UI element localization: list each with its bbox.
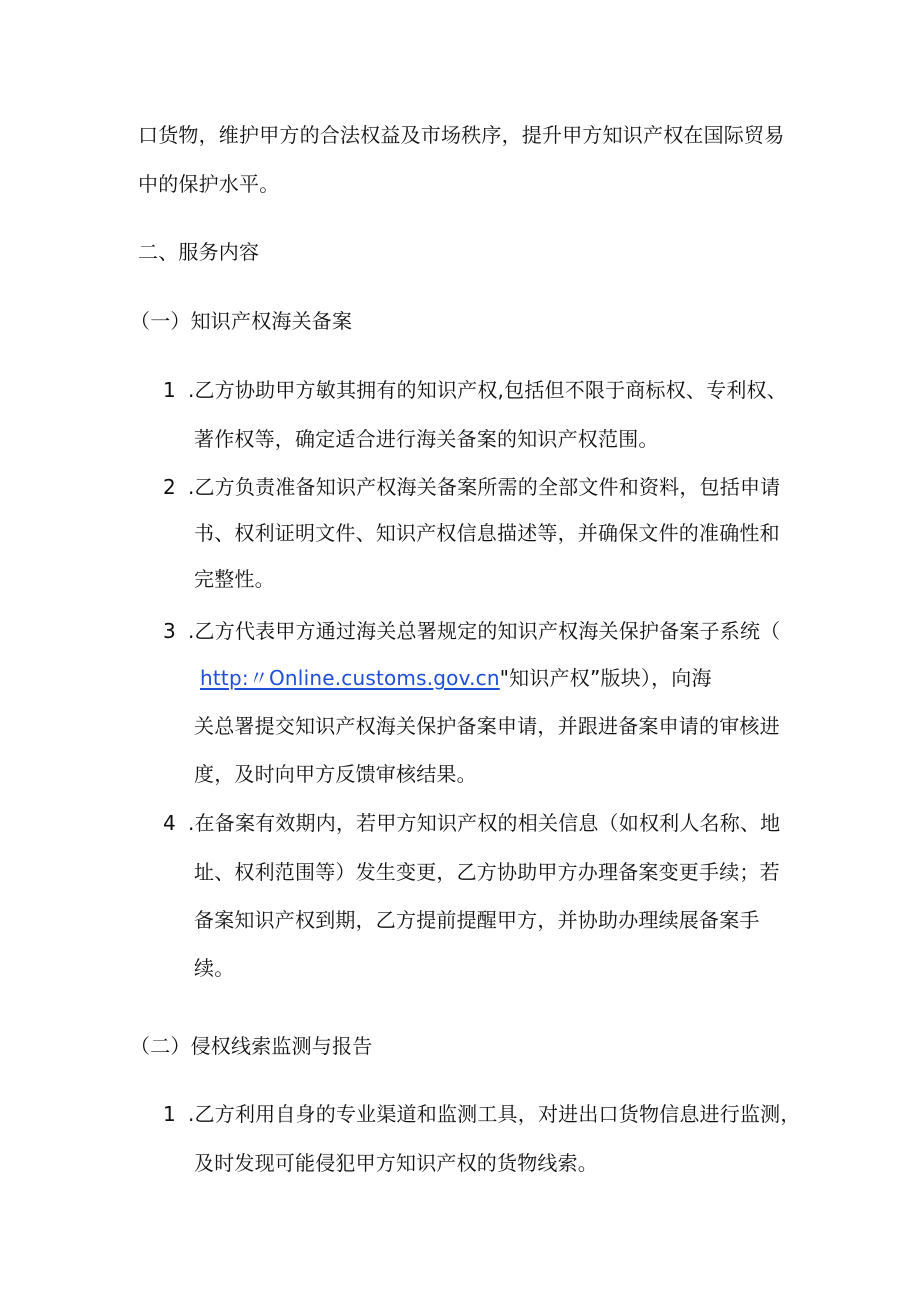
list-item-text: 著作权等，确定适合进行海关备案的知识产权范围。 (194, 427, 659, 451)
intro-line-1: 口货物，维护甲方的合法权益及市场秩序，提升甲方知识产权在国际贸易 (138, 123, 785, 147)
list-item-text: .在备案有效期内，若甲方知识产权的相关信息（如权利人名称、地 (188, 811, 781, 835)
list-item-text: 书、权利证明文件、知识产权信息描述等，并确保文件的准确性和 (194, 521, 780, 545)
list-item-text: 完整性。 (194, 567, 275, 591)
list-item-text: 度，及时向甲方反馈审核结果。 (194, 762, 477, 786)
subsection-title-1: （一）知识产权海关备案 (130, 309, 353, 333)
list-item-number: 1 (163, 378, 176, 402)
list-item-number: 1 (163, 1102, 176, 1126)
list-item-text: 备案知识产权到期，乙方提前提醒甲方，并协助办理续展备案手 (194, 908, 760, 932)
list-item-number: 3 (163, 619, 176, 643)
list-item-text: 址、权利范围等）发生变更，乙方协助甲方办理备案变更手续；若 (194, 860, 780, 884)
customs-website-link[interactable]: http:〃Online.customs.gov.cn (200, 666, 500, 690)
list-item-text: .乙方协助甲方敏其拥有的知识产权,包括但不限于商标权、专利权、 (188, 378, 787, 402)
subsection-title-2: （二）侵权线索监测与报告 (130, 1034, 373, 1058)
list-item-text: .乙方负责准备知识产权海关备案所需的全部文件和资料，包括申请 (188, 475, 781, 499)
list-item-text: "知识产权”版块），向海 (499, 666, 712, 690)
list-item-text: 续。 (194, 956, 235, 980)
intro-line-2: 中的保护水平。 (138, 172, 280, 196)
section-title: 二、服务内容 (138, 240, 260, 264)
list-item-text: .乙方代表甲方通过海关总署规定的知识产权海关保护备案子系统（ (188, 619, 781, 643)
list-item-text: 关总署提交知识产权海关保护备案申请，并跟进备案申请的审核进 (194, 714, 780, 738)
list-item-number: 2 (163, 475, 176, 499)
list-item-text: .乙方利用自身的专业渠道和监测工具，对进出口货物信息进行监测， (188, 1102, 801, 1126)
list-item-text-with-link (200, 663, 712, 693)
list-item-text: 及时发现可能侵犯甲方知识产权的货物线索。 (194, 1151, 598, 1175)
list-item-number: 4 (163, 811, 176, 835)
